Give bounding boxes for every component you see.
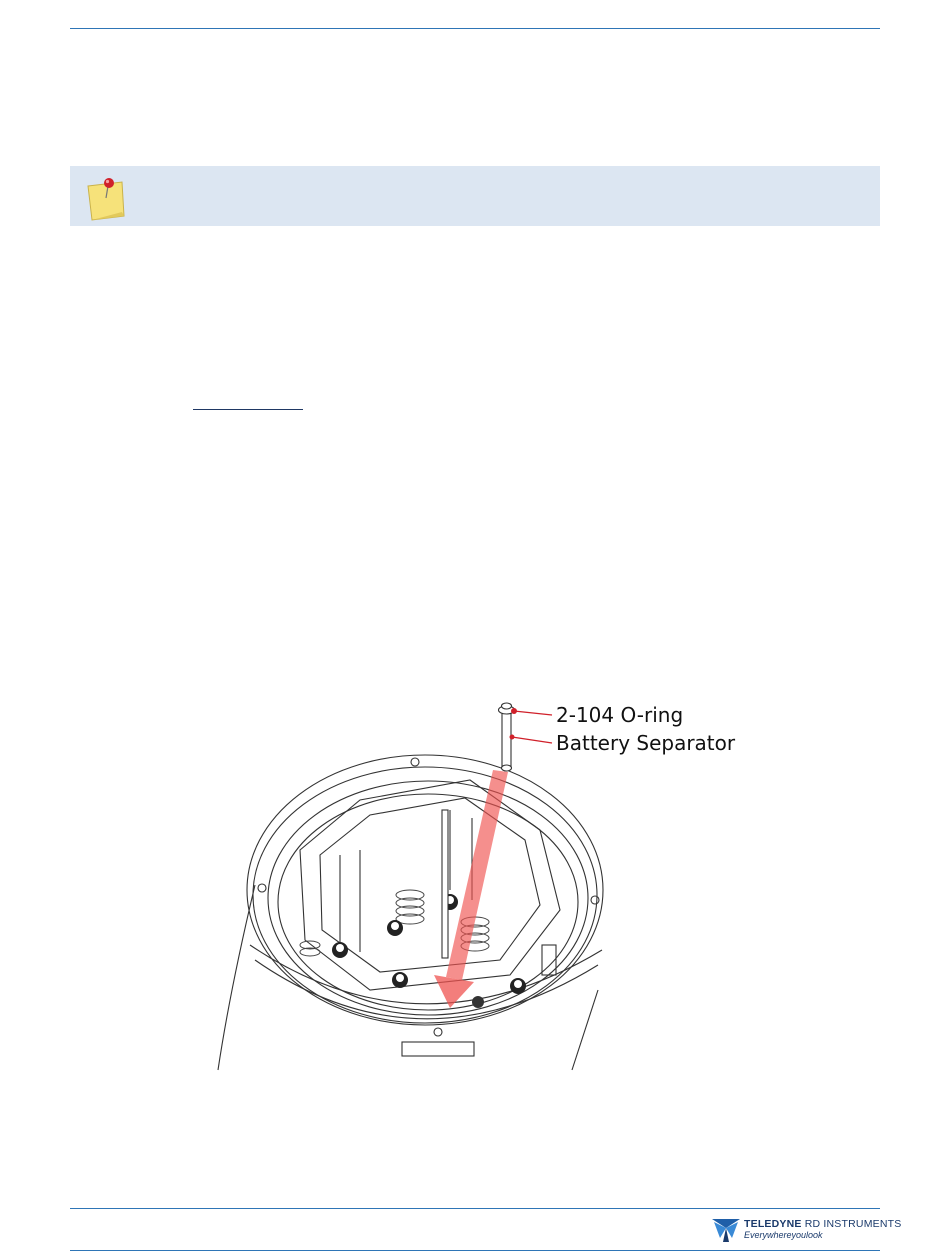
footer-rule-top — [70, 1208, 880, 1209]
note-box — [70, 166, 880, 226]
sticky-note-icon — [84, 176, 128, 222]
logo-tagline: Everywhereyoulook — [744, 1230, 823, 1240]
logo-name: TELEDYNE RD INSTRUMENTS — [744, 1218, 902, 1230]
footer-rule-bottom — [70, 1250, 880, 1251]
battery-separator-callout-label: Battery Separator — [556, 731, 736, 755]
teledyne-logo — [710, 1216, 902, 1244]
header-rule — [70, 28, 880, 29]
oring-callout-label: 2-104 O-ring — [556, 703, 684, 727]
teledyne-mark-icon — [710, 1216, 742, 1244]
hyperlink-underline[interactable] — [193, 409, 303, 410]
